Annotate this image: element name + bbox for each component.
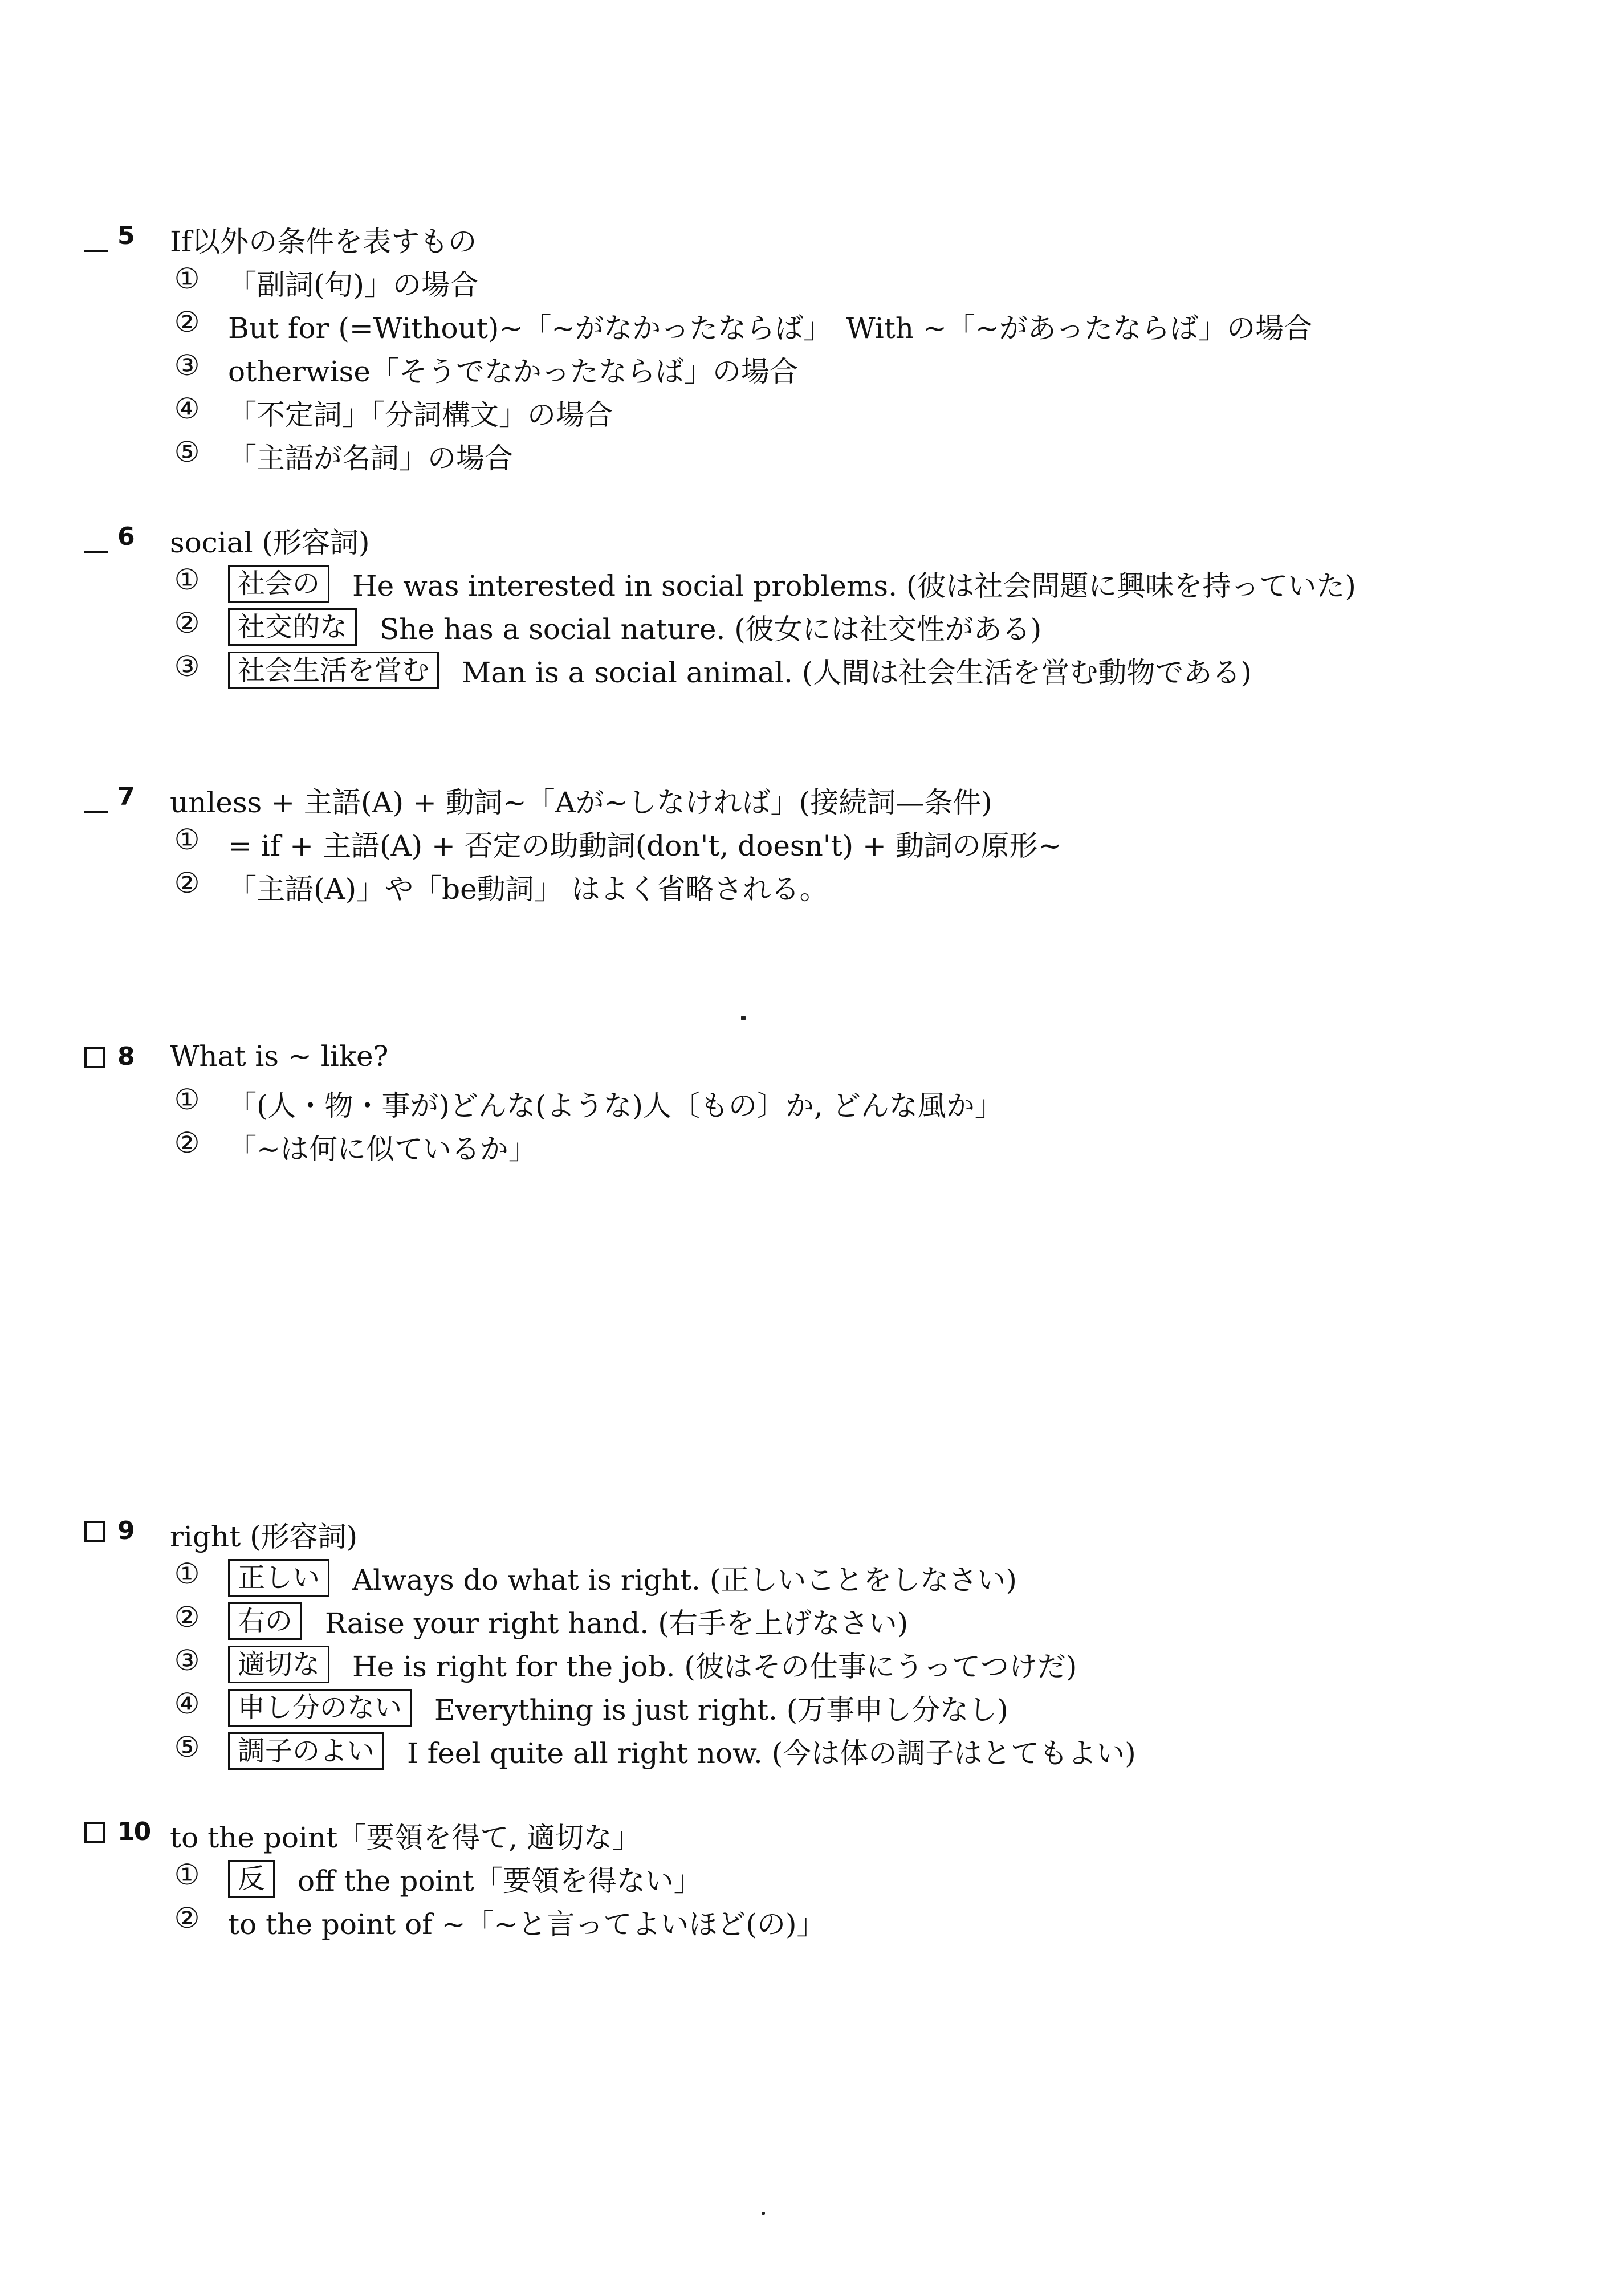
speck-mark xyxy=(762,2212,765,2215)
meaning-box: 調子のよい xyxy=(228,1732,384,1770)
item-marker: ④ xyxy=(174,392,200,425)
item-text: otherwise「そうでなかったならば」の場合 xyxy=(228,355,798,388)
item-marker: ② xyxy=(174,1126,200,1159)
list-item xyxy=(84,433,1566,477)
item-marker: ⑤ xyxy=(174,435,200,469)
list-item xyxy=(84,648,1566,691)
item-marker: ② xyxy=(174,866,200,899)
meaning-box: 社会の xyxy=(228,565,329,603)
item-text: Everything is just right. (万事申し分なし) xyxy=(434,1693,1008,1727)
checkbox[interactable] xyxy=(84,798,108,813)
item-marker: ③ xyxy=(174,1644,200,1677)
list-item xyxy=(84,1555,1566,1598)
section-header xyxy=(84,1512,1566,1555)
meaning-box: 社交的な xyxy=(228,608,357,646)
meaning-box: 右の xyxy=(228,1602,302,1640)
list-item xyxy=(84,390,1566,433)
section-number: 9 xyxy=(117,1516,134,1545)
section-header xyxy=(84,777,1566,821)
item-marker: ① xyxy=(174,823,200,856)
checkbox[interactable] xyxy=(84,237,108,252)
item-text: = if + 主語(A) + 否定の助動詞(don't, doesn't) + 動詞の原形~ xyxy=(228,829,1062,862)
list-item xyxy=(84,1081,1566,1124)
section-number: 8 xyxy=(117,1042,134,1071)
list-item xyxy=(84,260,1566,303)
section-number: 10 xyxy=(117,1817,150,1846)
section-title: to the point「要領を得て, 適切な」 xyxy=(170,1821,641,1854)
item-text: I feel quite all right now. (今は体の調子はとてもよい) xyxy=(407,1737,1136,1770)
section-number: 5 xyxy=(117,221,134,250)
item-marker: ① xyxy=(174,1557,200,1590)
checkbox[interactable] xyxy=(84,1521,105,1542)
item-text: to the point of ~「~と言ってよいほど(の)」 xyxy=(228,1908,825,1941)
item-marker: ② xyxy=(174,1902,200,1935)
checkbox[interactable] xyxy=(84,1047,105,1068)
meaning-box: 適切な xyxy=(228,1646,329,1683)
section-header xyxy=(84,1813,1566,1856)
item-marker: ③ xyxy=(174,349,200,382)
item-marker: ① xyxy=(174,563,200,596)
list-item xyxy=(84,604,1566,648)
section-header xyxy=(84,518,1566,561)
section-title: social (形容詞) xyxy=(170,526,370,559)
section-title: If以外の条件を表すもの xyxy=(170,225,477,258)
item-text: He is right for the job. (彼はその仕事にうってつけだ) xyxy=(352,1650,1077,1683)
item-text: She has a social nature. (彼女には社交性がある) xyxy=(380,613,1042,646)
item-marker: ⑤ xyxy=(174,1731,200,1764)
section-number: 7 xyxy=(117,782,134,811)
item-text: 「主語が名詞」の場合 xyxy=(228,442,513,475)
list-item xyxy=(84,864,1566,907)
section-10 xyxy=(84,1813,1566,1943)
section-title: unless + 主語(A) + 動詞~「Aが~しなければ」(接続詞—条件) xyxy=(170,786,992,819)
item-text: Man is a social animal. (人間は社会生活を営む動物である) xyxy=(462,656,1252,689)
item-text: 「不定詞」「分詞構文」の場合 xyxy=(228,398,613,431)
list-item xyxy=(84,1598,1566,1642)
list-item xyxy=(84,1899,1566,1943)
item-marker: ① xyxy=(174,1083,200,1116)
speck-mark xyxy=(741,1016,746,1020)
antonym-box: 反 xyxy=(228,1860,275,1898)
item-marker: ② xyxy=(174,1601,200,1634)
list-item xyxy=(84,303,1566,347)
section-8 xyxy=(84,1037,1566,1167)
item-text: 「副詞(句)」の場合 xyxy=(228,268,479,302)
list-item xyxy=(84,1856,1566,1899)
item-marker: ① xyxy=(174,1858,200,1891)
checkbox[interactable] xyxy=(84,1822,105,1843)
section-7 xyxy=(84,777,1566,907)
item-text: off the point「要領を得ない」 xyxy=(298,1865,702,1898)
item-text: He was interested in social problems. (彼は社会問題に興味を持っていた) xyxy=(352,569,1356,603)
section-9 xyxy=(84,1512,1566,1772)
item-text: But for (=Without)~「~がなかったならば」 With ~「~があったならば」の場合 xyxy=(228,312,1313,345)
item-text: Raise your right hand. (右手を上げなさい) xyxy=(325,1607,909,1640)
list-item xyxy=(84,1728,1566,1772)
section-title: What is ~ like? xyxy=(170,1040,389,1073)
item-text: 「主語(A)」や「be動詞」 はよく省略される。 xyxy=(228,873,828,906)
section-header xyxy=(84,217,1566,260)
item-text: 「(人・物・事が)どんな(ような)人〔もの〕か, どんな風か」 xyxy=(228,1089,1003,1122)
item-text: 「~は何に似ているか」 xyxy=(228,1133,537,1166)
item-marker: ④ xyxy=(174,1687,200,1720)
checkbox[interactable] xyxy=(84,538,108,553)
list-item xyxy=(84,1642,1566,1685)
list-item xyxy=(84,561,1566,604)
section-6 xyxy=(84,518,1566,691)
list-item xyxy=(84,1685,1566,1728)
item-marker: ③ xyxy=(174,650,200,683)
section-number: 6 xyxy=(117,522,134,551)
item-marker: ② xyxy=(174,606,200,640)
meaning-box: 正しい xyxy=(228,1559,329,1597)
list-item xyxy=(84,347,1566,390)
item-marker: ② xyxy=(174,306,200,339)
section-title: right (形容詞) xyxy=(170,1520,358,1553)
section-5 xyxy=(84,217,1566,477)
item-text: Always do what is right. (正しいことをしなさい) xyxy=(352,1564,1017,1597)
list-item xyxy=(84,821,1566,864)
meaning-box: 申し分のない xyxy=(228,1689,412,1727)
list-item xyxy=(84,1124,1566,1167)
item-marker: ① xyxy=(174,262,200,295)
section-header xyxy=(84,1037,1566,1081)
meaning-box: 社会生活を営む xyxy=(228,652,439,689)
